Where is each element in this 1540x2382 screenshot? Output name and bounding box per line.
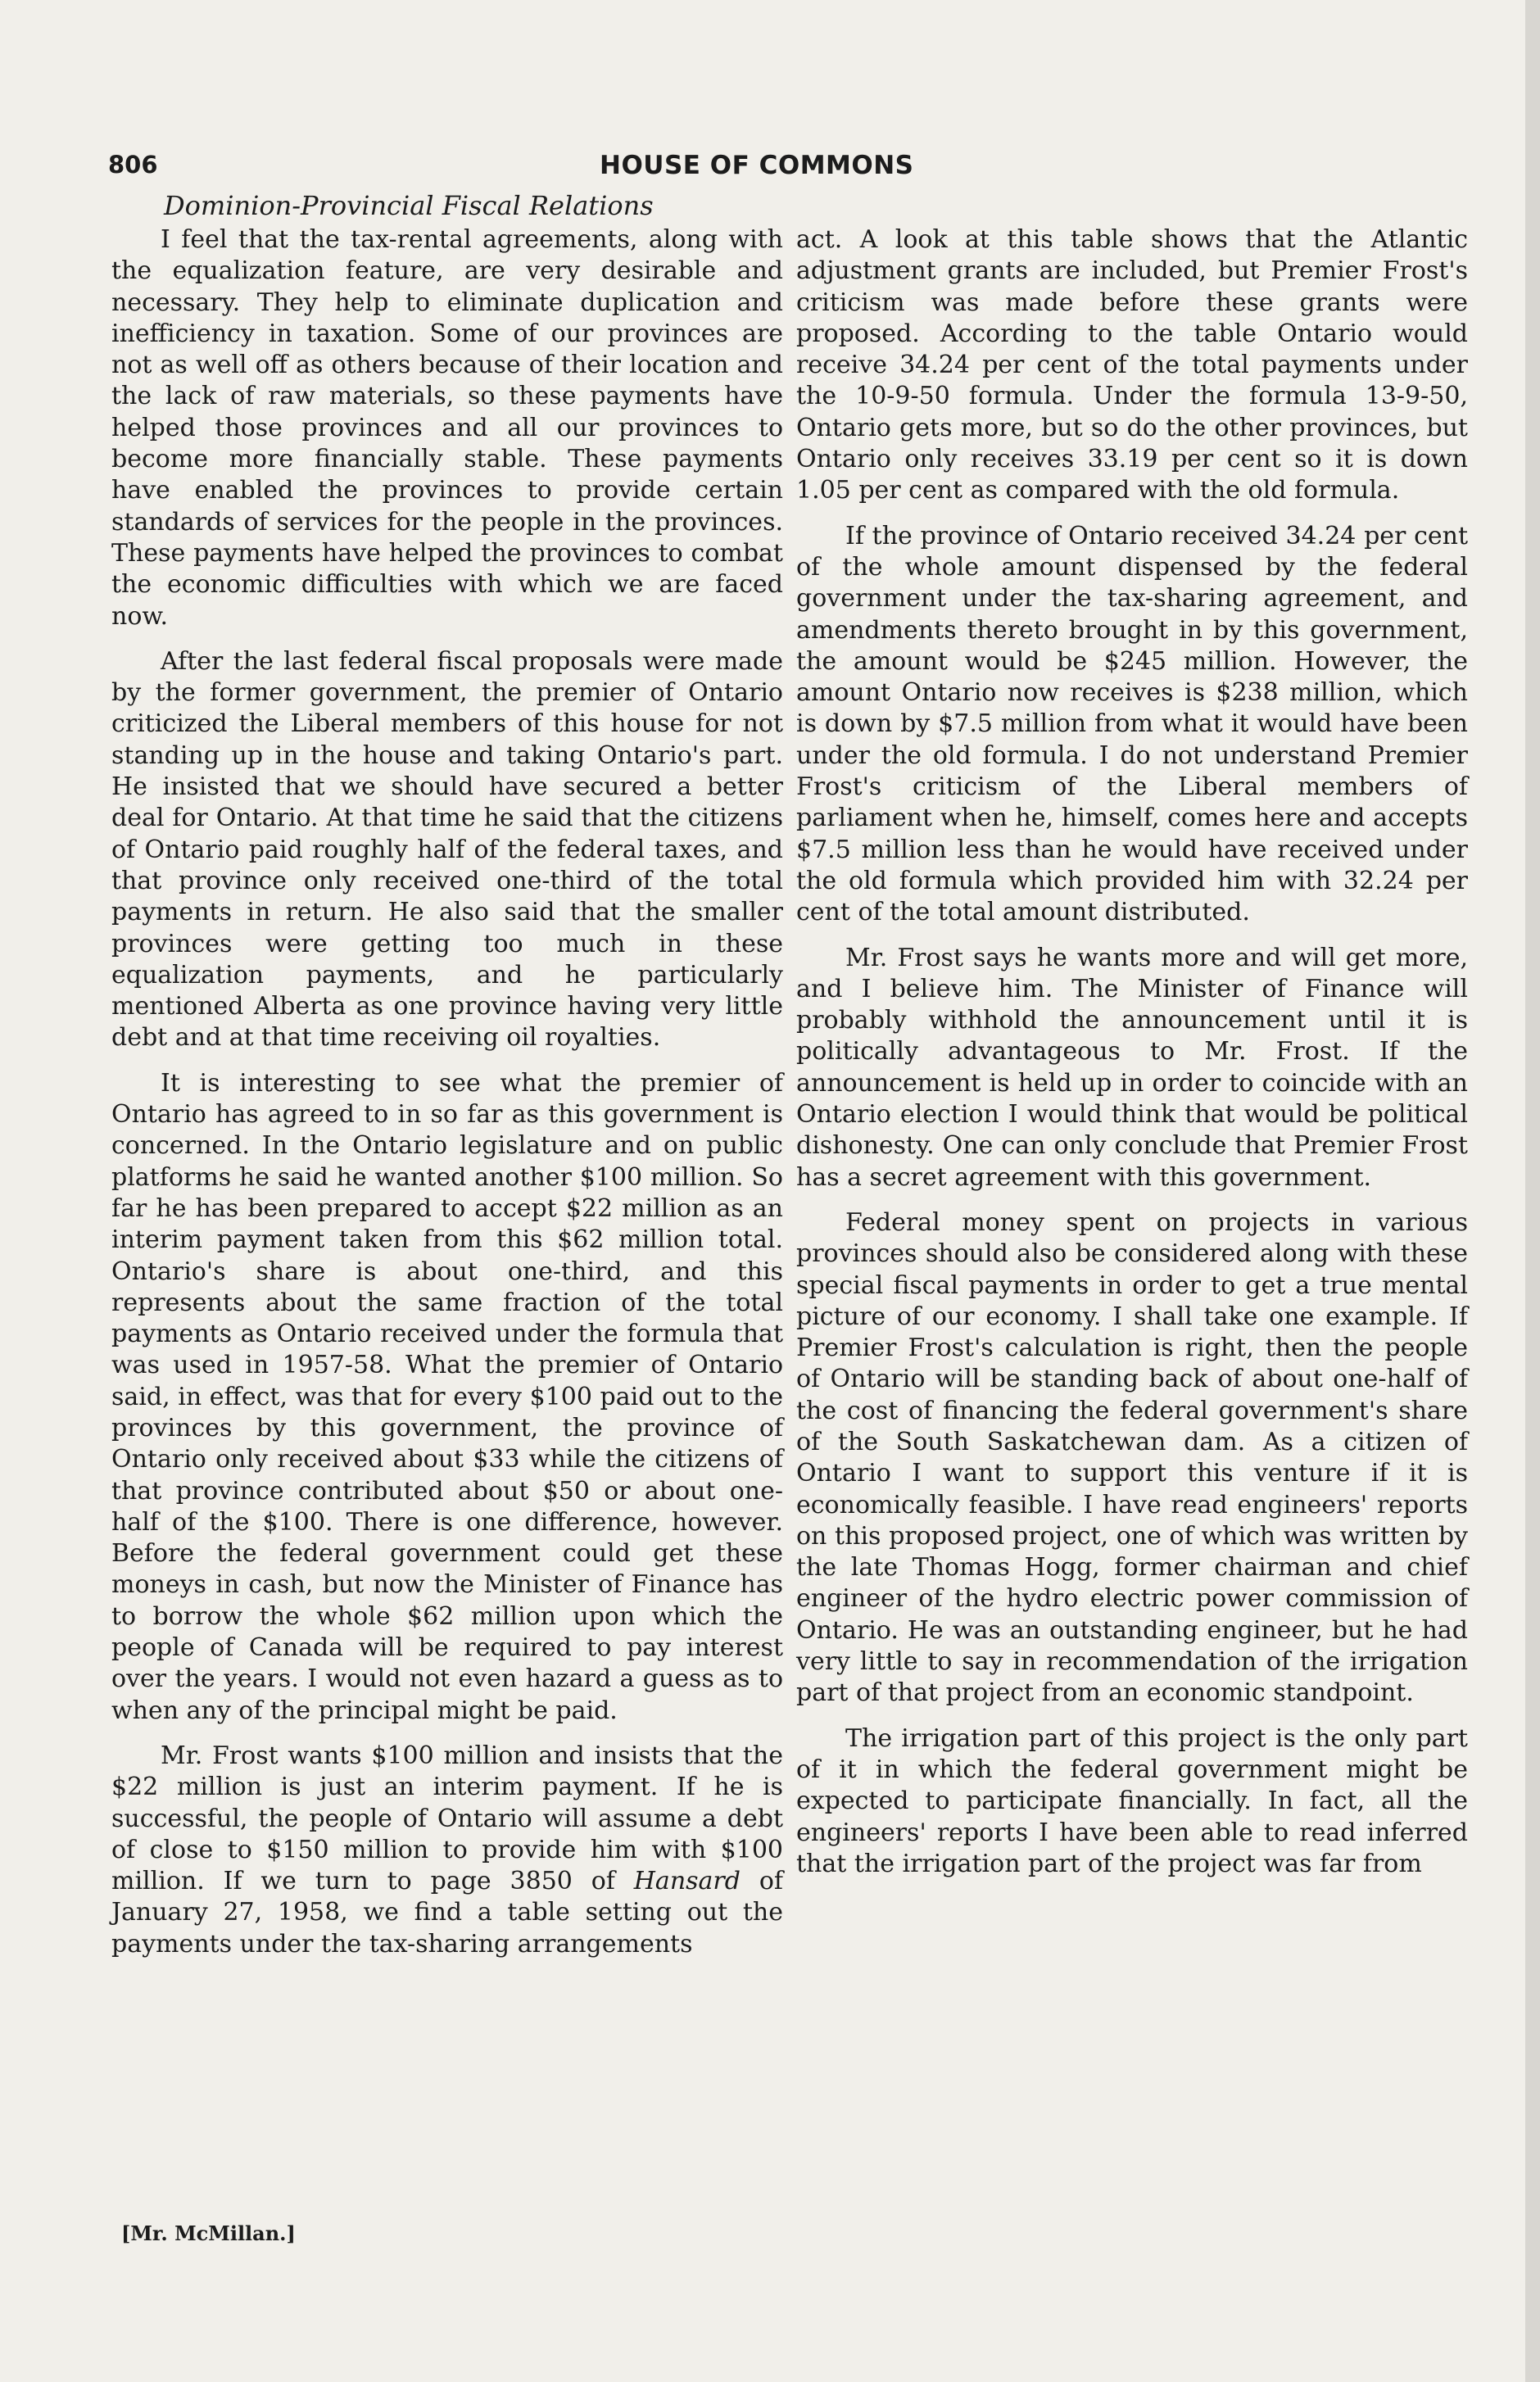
page-edge: [1525, 0, 1540, 2382]
right-column: [796, 224, 1468, 1894]
paragraph: It is interesting to see what the premier of Ontario has agreed to in so far as this government is concerned. In the Ontario legislature and on public platforms he said he wanted another $100 million. So far he has been prepared to accept $22 million as an interim payment taken from this $62 million total. Ontario's share is about one-third, and this represents about the same fraction of the total payments as Ontario received under the formula that was used in 1957-58. What the premier of Ontario said, in effect, was that for every $100 paid out to the provinces by this government, the province of Ontario only received about $33 while the citizens of that province contributed about $50 or about one-half of the $100. There is one difference, however. Before the federal government could get these moneys in cash, but now the Minister of Finance has to borrow the whole $62 million upon which the people of Canada will be required to pay interest over the years. I would not even hazard a guess as to when any of the principal might be paid.: [111, 1068, 783, 1725]
section-title: Dominion-Provincial Fiscal Relations: [164, 190, 654, 221]
paragraph: If the province of Ontario received 34.24 per cent of the whole amount dispensed by the federal government under the tax-sharing agreement, and amendments thereto brought in by this government, the amount would be $245 million. However, the amount Ontario now receives is $238 million, which is down by $7.5 million from what it would have been under the old formula. I do not understand Premier Frost's criticism of the Liberal members of parliament when he, himself, comes here and accepts $7.5 million less than he would have received under the old formula which provided him with 32.24 per cent of the total amount distributed.: [796, 521, 1468, 927]
paragraph: I feel that the tax-rental agreements, along with the equalization feature, are very desirable and necessary. They help to eliminate duplication and inefficiency in taxation. Some of our provinces are not as well off as others because of their location and the lack of raw materials, so these payments have helped those provinces and all our provinces to become more financially stable. These payments have enabled the provinces to provide certain standards of services for the people in the provinces. These payments have helped the provinces to combat the economic difficulties with which we are faced now.: [111, 225, 783, 631]
publication-title: Hansard: [633, 1867, 741, 1896]
paragraph: The irrigation part of this project is the only part of it in which the federal government might be expected to participate financially. In fact, all the engineers' reports I have been able to read inferred that the irrigation part of the project was far from: [796, 1723, 1468, 1878]
paragraph-text: of January 27, 1958, we find a table setting out the payments under the tax-sharing arrangements: [111, 1867, 783, 1959]
paragraph: [111, 1741, 783, 1960]
paragraph-text: Mr. Frost wants $100 million and insists that the $22 million is just an interim payment. If he is successful, the people of Ontario will assume a debt of close to $150 million to provide him with $100 million. If we turn to page 3850 of: [111, 1741, 783, 1896]
paragraph-continued: act. A look at this table shows that the Atlantic adjustment grants are included, but Premier Frost's criticism was made before these grants were proposed. According to the table Ontario would receive 34.24 per cent of the total payments under the 10-9-50 formula. Under the formula 13-9-50, Ontario gets more, but so do the other provinces, but Ontario only receives 33.19 per cent so it is down 1.05 per cent as compared with the old formula.: [796, 225, 1468, 505]
page-number: 806: [108, 151, 158, 179]
left-column: [111, 224, 783, 1974]
speaker-note: [Mr. McMillan.]: [121, 2221, 296, 2245]
paragraph: Federal money spent on projects in various provinces should also be considered along with these special fiscal payments in order to get a true mental picture of our economy. I shall take one example. If Premier Frost's calculation is right, then the people of Ontario will be standing back of about one-half of the cost of financing the federal government's share of the South Saskatchewan dam. As a citizen of Ontario I want to support this venture if it is economically feasible. I have read engineers' reports on this proposed project, one of which was written by the late Thomas Hogg, former chairman and chief engineer of the hydro electric power commission of Ontario. He was an outstanding engineer, but he had very little to say in recommendation of the irrigation part of that project from an economic standpoint.: [796, 1207, 1468, 1708]
running-head: HOUSE OF COMMONS: [600, 151, 914, 180]
paragraph: After the last federal fiscal proposals were made by the former government, the premier of Ontario criticized the Liberal members of this house for not standing up in the house and taking Ontario's part. He insisted that we should have secured a better deal for Ontario. At that time he said that the citizens of Ontario paid roughly half of the federal taxes, and that province only received one-third of the total payments in return. He also said that the smaller provinces were getting too much in these equalization payments, and he particularly mentioned Alberta as one province having very little debt and at that time receiving oil royalties.: [111, 646, 783, 1053]
paragraph: Mr. Frost says he wants more and will get more, and I believe him. The Minister of Finance will probably withhold the announcement until it is politically advantageous to Mr. Frost. If the announcement is held up in order to coincide with an Ontario election I would think that would be political dishonesty. One can only conclude that Premier Frost has a secret agreement with this government.: [796, 943, 1468, 1192]
page-header: [108, 151, 1468, 187]
